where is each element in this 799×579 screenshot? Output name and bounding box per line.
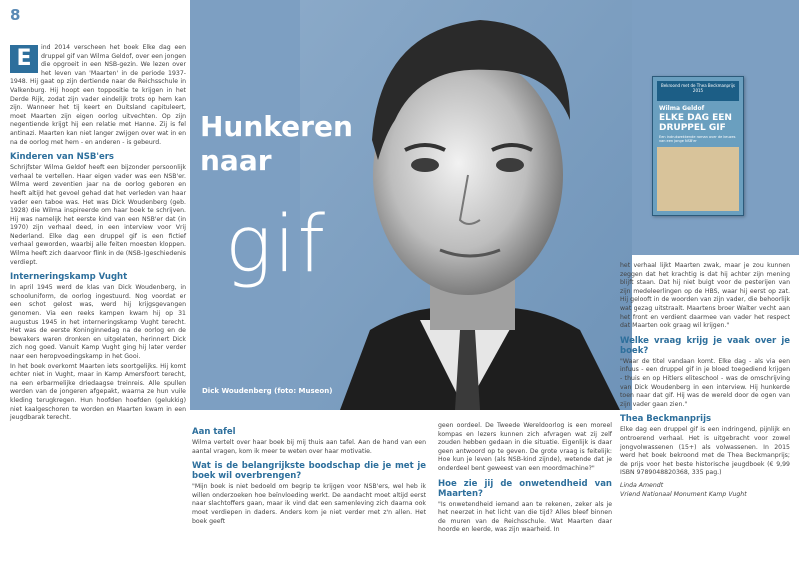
paragraph: Schrijfster Wilma Geldof heeft een bijzonder persoonlijk verhaal te vertellen. Haar eigen vader was een NSB'er. Wilma werd zeventien jaar na de oorlog geboren en heeft altijd het gevoel gehad dat het verleden van haar vader een taboe was. Het was Dick Woudenberg (geb. 1928) die Wilma inspireerde om haar boek te schrijven. Hij was namelijk het eerste kind van een NSB'er dat (in 1970) zijn verhaal deed, in een interview voor Vrij Nederland. Elke dag een druppel gif is een fictief verhaal geworden, waarbij alle feiten moesten kloppen. Wilma heeft zich daarvoor flink in de (NSB-)geschiedenis verdiept.: [10, 164, 186, 266]
book-cover: [652, 76, 744, 216]
paragraph: In het boek overkomt Maarten iets soortgelijks. Hij komt echter niet in Vught, maar in Kamp Amersfoort terecht, na een erbarmelijke driedaagse treinreis. Alle spullen werden van de jongeren afgepakt, waarna ze hun vuile kleding terugkregen. Hun hoofden hoefden (gelukkig) niet kaalgeschoren te worden en Maarten kwam in een jeugdbarak terecht.: [10, 362, 186, 422]
paragraph: "Waar de titel vandaan komt. Elke dag - als via een infuus - een druppel gif in je bloed toegediend krijgen - thuis en op Hitlers eliteschool - was de omschrijving van Dick Woudenberg in een interview. Hij hunkerde toen naar dat gif. Hij was de wereld door de ogen van zijn vader gaan zien.": [620, 357, 790, 408]
intro-paragraph: ind 2014 verscheen het boek Elke dag een druppel gif van Wilma Geldof, over een jongen die opgroeit in een NSB-gezin. We lezen over het leven van 'Maarten' in de periode 1937-1948. Hij gaat op zijn dertiende naar de Reichsschule in Valkenburg. Hij hoopt een toppositie te krijgen in het Derde Rijk, zodat zijn vader eindelijk trots op hem kan zijn. Wanneer het tij keert en Duitsland capituleert, moet Maarten zijn eigen oorlog uitvechten. Op zijn negentiende krijgt hij een relatie met Hanne. Zij is fel antinazi. Maarten kan niet langer zwijgen over wat in en na de oorlog met hem - en anderen - is gebeurd.: [10, 44, 186, 146]
section-heading: Kinderen van NSB'ers: [10, 152, 114, 163]
paragraph: geen oordeel. De Tweede Wereldoorlog is een moreel kompas en lezers kunnen zich afvragen wat zij zelf zouden hebben gedaan in die situatie. Eigenlijk is daar geen antwoord op te geven. De grote vraag is feitelijk: Hoe kun je leven (als NSB-kind zijnde), wetende dat je onderdeel bent geweest van een moordmachine?": [438, 422, 612, 472]
paragraph: het verhaal lijkt Maarten zwak, maar je zou kunnen zeggen dat het krachtig is dat hij achter zijn mening blijft staan. Dat hij niet buigt voor de pesterijen van zijn medeleerlingen op de HBS, waar hij eerst op zat. Hij gelooft in de woorden van zijn vader, die behoorlijk wat gezag uitstraalt. Maartens broer Walter vecht aan het front en verdient daarmee van vader het respect dat Maarten ook graag wil krijgen.": [620, 262, 790, 330]
book-award-banner: Bekroond met de Thea Beckmanprijs 2015: [657, 81, 739, 101]
article-title-large-word: gif: [225, 200, 327, 290]
text-column-4: [620, 262, 790, 501]
book-title: ELKE DAG EEN DRUPPEL GIF: [659, 113, 732, 133]
question-heading: Wat is de belangrijkste boodschap die je met je boek wil overbrengen?: [192, 461, 426, 482]
drop-cap: E: [10, 45, 38, 73]
book-subtitle: Een indrukwekkende roman over de keuzes van een jonge NSB'er: [659, 135, 736, 143]
portrait-photo: [300, 0, 632, 410]
section-heading: Aan tafel: [192, 427, 236, 437]
section-heading: Thea Beckmanprijs: [620, 414, 712, 425]
paragraph: In april 1945 werd de klas van Dick Woudenberg, in schooluniform, de oorlog ingestuurd. Nog voordat er een schot gelost was, werd hij krijgsgevangen genomen. Via een reeks kampen kwam hij op 31 augustus 1945 in het interneringskamp Vught terecht. Het was de eerste Koninginnedag na de oorlog en de bewakers waren dronken en uitgelaten, herinnert Dick zich nog goed. Vanuit Kamp Vught ging hij later verder naar een heropvoedingskamp in het Gooi.: [10, 284, 186, 360]
paragraph: "Mijn boek is niet bedoeld om begrip te krijgen voor NSB'ers, wel heb ik willen onderzoeken hoe beïnvloeding werkt. De aandacht moet altijd eerst naar slachtoffers gaan, maar ik vind dat een samenleving zich daarna ook moet verdiepen in daders. Anders kom je niet verder met z'n allen. Het boek geeft: [192, 483, 426, 525]
paragraph: "Is onwetendheid iemand aan te rekenen, zeker als je het neerzet in het licht van die tijd? Alles bleef binnen de muren van de Reichsschule. Wat Maarten daar hoorde en leerde, was zijn waarheid. In: [438, 500, 612, 534]
book-author: Wilma Geldof: [659, 105, 705, 112]
question-heading: Welke vraag krijg je vaak over je boek?: [620, 335, 790, 356]
photo-caption: Dick Woudenberg (foto: Museon): [202, 387, 333, 395]
text-column-2: [192, 422, 426, 527]
text-column-1: [10, 44, 186, 424]
question-heading: Hoe zie jij de onwetendheid van Maarten?: [438, 478, 612, 499]
author-signature: Linda Amendt: [620, 481, 664, 489]
section-heading: Interneringskamp Vught: [10, 272, 128, 283]
book-cover-image: [657, 147, 739, 211]
page-number-left: 8: [10, 6, 21, 24]
paragraph: Elke dag een druppel gif is een indringend, pijnlijk en ontroerend verhaal. Het is uitgebracht voor zowel jongvolwassenen (15+) als volwassenen. In 2015 werd het boek bekroond met de Thea Beckmanprijs; de prijs voor het beste historische jeugdboek (€ 9,99 ISBN 9789048820368, 335 pag.): [620, 426, 790, 477]
text-column-3: [438, 422, 612, 536]
article-title: Hunkeren naar: [200, 110, 353, 177]
author-affiliation: Vriend Nationaal Monument Kamp Vught: [620, 491, 747, 499]
hero-photo-panel: [190, 0, 632, 410]
paragraph: Wilma vertelt over haar boek bij mij thuis aan tafel. Aan de hand van een aantal vragen, kom ik meer te weten over haar motivatie.: [192, 439, 426, 455]
